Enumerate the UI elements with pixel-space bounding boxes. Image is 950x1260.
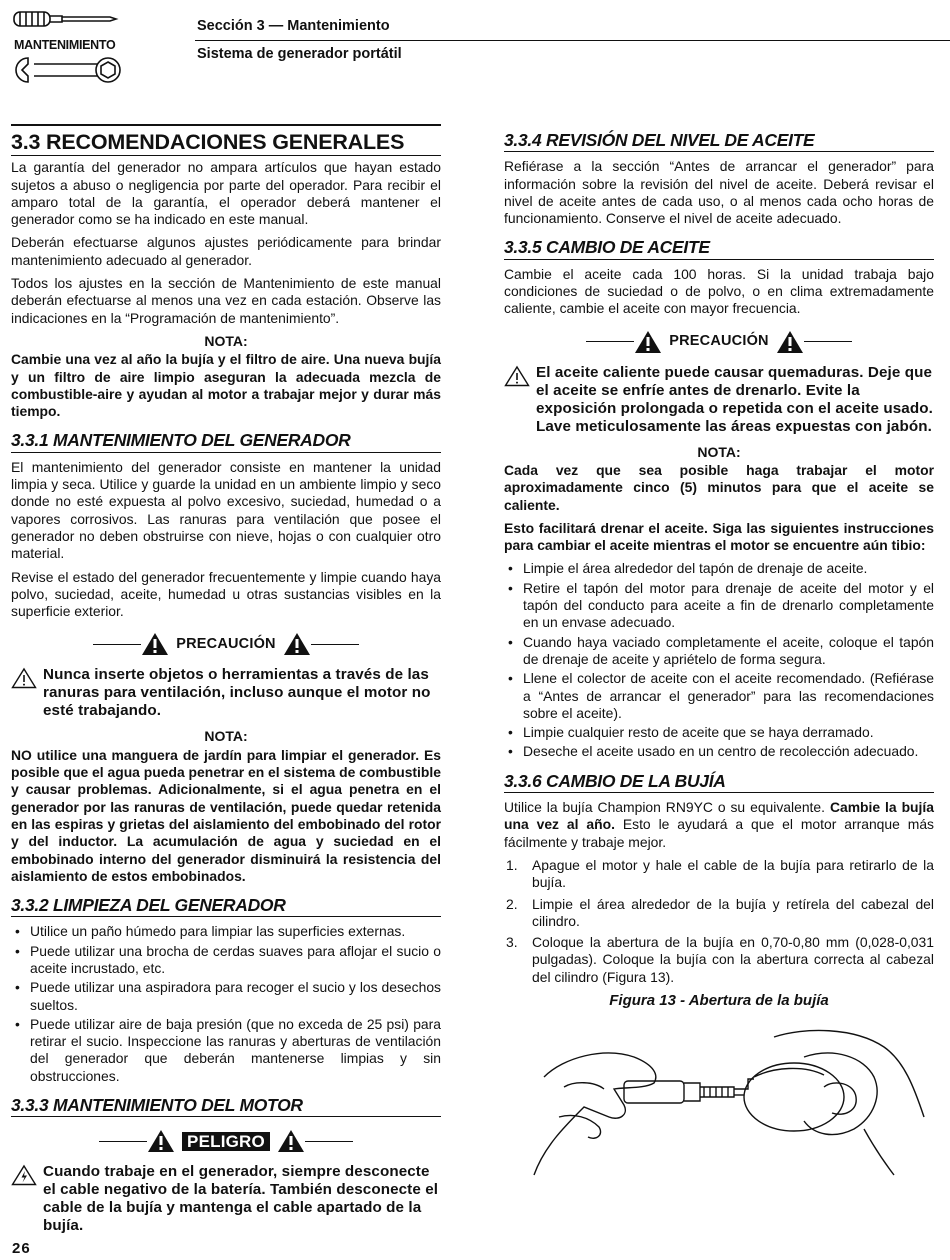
figure-caption: Figura 13 - Abertura de la bujía bbox=[609, 991, 829, 1009]
note-heading: NOTA: bbox=[204, 332, 248, 349]
warning-triangle-icon bbox=[277, 1129, 305, 1153]
paragraph: El mantenimiento del generador consiste en mantener la unidad limpia y seca. Utilice y guarde la unidad en un ambiente limpio y seco donde no esté expuesta al polvo excesivo, suciedad, humedad o a vapores corrosivos. Las ranuras para ventilación que posee el generador no deben obstruirse con nieve, hojas o con cualquier otro material. bbox=[11, 458, 441, 562]
heading-3-3-2: 3.3.2 LIMPIEZA DEL GENERADOR bbox=[11, 897, 441, 917]
warning-triangle-icon bbox=[147, 1129, 175, 1153]
list-item: 3. Coloque la abertura de la bujía en 0,70-0,80 mm (0,028-0,031 pulgadas). Coloque la bujía con la abertura correcta al cabezal del cilindro (Figura 13). bbox=[506, 934, 934, 985]
caution-text: El aceite caliente puede causar quemaduras. Deje que el aceite se enfríe antes de drenarlo. Evite la exposición prolongada o repetida con el aceite usado. Lave meticulosamente las áreas expuestas con jabón. bbox=[504, 364, 934, 436]
spark-plug-steps bbox=[504, 857, 934, 986]
section-subtitle: Sistema de generador portátil bbox=[197, 46, 402, 62]
header-label: MANTENIMIENTO bbox=[14, 38, 116, 52]
section-title: Sección 3 — Mantenimiento bbox=[197, 18, 390, 34]
caution-label: PRECAUCIÓN bbox=[669, 333, 769, 350]
list-item: • Retire el tapón del motor para drenaje de aceite del motor y el tapón del conducto para aceite a fin de drenarlo completamente en un envase adecuado. bbox=[504, 580, 934, 632]
header-divider bbox=[195, 40, 950, 41]
note-text: Esto facilitará drenar el aceite. Siga las siguientes instrucciones para cambiar el aceite mientras el motor se encuentre aún tibio: bbox=[504, 519, 934, 554]
paragraph: Refiérase a la sección “Antes de arrancar el generador” para información sobre la revisión del nivel de aceite. Deberá revisar el nivel de aceite antes de cada uso, o al menos cada ocho horas de funcionamiento. Conserve el nivel de aceite adecuado. bbox=[504, 158, 934, 227]
paragraph: Revise el estado del generador frecuentemente y limpie cuando haya polvo, suciedad, aceite, humedad u otras sustancias visibles en la superficie exterior. bbox=[11, 568, 441, 620]
paragraph: Todos los ajustes en la sección de Mantenimiento de este manual deberán efectuarse al menos una vez en cada estación. Observe las indicaciones en la “Programación de mantenimiento”. bbox=[11, 275, 441, 326]
note-heading: NOTA: bbox=[204, 728, 248, 745]
warning-triangle-icon bbox=[283, 632, 311, 656]
electric-hazard-icon bbox=[11, 1164, 37, 1186]
list-item: • Cuando haya vaciado completamente el aceite, coloque el tapón de drenaje de aceite y apriételo de forma segura. bbox=[504, 634, 934, 669]
caution-text: Nunca inserte objetos o herramientas a través de las ranuras para ventilación, incluso aunque el motor no esté trabajando. bbox=[11, 666, 441, 720]
caution-banner bbox=[504, 330, 934, 354]
warning-triangle-icon bbox=[141, 632, 169, 656]
heading-3-3-5: 3.3.5 CAMBIO DE ACEITE bbox=[504, 239, 934, 259]
note-text: Cambie una vez al año la bujía y el filtro de aire. Una nueva bujía y un filtro de aire limpio aseguran la adecuada mezcla de combustible-aire y ayudan al motor a trabajar mejor y durar más tiempo. bbox=[11, 351, 441, 420]
paragraph: Utilice la bujía Champion RN9YC o su equivalente. Cambie la bujía una vez al año. Esto le ayudará a que el motor arranque más fácilmente y trabaje mejor. bbox=[504, 799, 934, 850]
oil-change-list bbox=[504, 560, 934, 760]
danger-text: Cuando trabaje en el generador, siempre desconecte el cable negativo de la batería. También desconecte el cable de la bujía y mantenga el cable apartado de la bujía. bbox=[11, 1163, 441, 1235]
list-item: • Limpie cualquier resto de aceite que se haya derramado. bbox=[504, 724, 934, 741]
paragraph: Cambie el aceite cada 100 horas. Si la unidad trabaja bajo condiciones de suciedad o de polvo, o en clima extremadamente caliente, cambie el aceite con mayor frecuencia. bbox=[504, 265, 934, 317]
right-column bbox=[504, 124, 934, 1182]
caution-banner bbox=[11, 632, 441, 656]
danger-label: PELIGRO bbox=[182, 1132, 270, 1151]
list-item: • Limpie el área alrededor del tapón de drenaje de aceite. bbox=[504, 560, 934, 577]
note-text: NO utilice una manguera de jardín para limpiar el generador. Es posible que el agua pueda penetrar en el sistema de combustible y causar problemas. Adicionalmente, si el agua penetra en el generador por las ranuras de ventilación, puede quedar retenida en las espiras y grietas del aislamiento del embobinado del rotor y del inductor. La acumulación de agua y suciedad en el embobinado interno del generador disminuirá la resistencia del aislamiento de estos embobinados. bbox=[11, 746, 441, 884]
list-item: • Utilice un paño húmedo para limpiar las superficies externas. bbox=[11, 923, 441, 940]
heading-3-3: 3.3 RECOMENDACIONES GENERALES bbox=[11, 124, 441, 155]
heading-3-3-4: 3.3.4 REVISIÓN DEL NIVEL DE ACEITE bbox=[504, 132, 934, 152]
note-text: Cada vez que sea posible haga trabajar el motor aproximadamente cinco (5) minutos para que el aceite se caliente. bbox=[504, 461, 934, 513]
danger-banner bbox=[11, 1129, 441, 1153]
paragraph: Deberán efectuarse algunos ajustes periódicamente para brindar mantenimiento adecuado al generador. bbox=[11, 234, 441, 268]
caution-label: PRECAUCIÓN bbox=[176, 635, 276, 652]
warning-triangle-icon bbox=[776, 330, 804, 354]
list-item: 2. Limpie el área alrededor de la bujía y retírela del cabezal del cilindro. bbox=[506, 895, 934, 929]
cleaning-list bbox=[11, 923, 441, 1085]
list-item: • Puede utilizar aire de baja presión (que no exceda de 25 psi) para retirar el sucio. Inspeccione las ranuras y aberturas de ventilación del generador que deberán mantenerse limpias y sin obstrucciones. bbox=[11, 1016, 441, 1085]
spark-plug-gap-illustration bbox=[504, 1017, 934, 1177]
paragraph: La garantía del generador no ampara artículos que hayan estado sujetos a abuso o negligencia por parte del operador. Para recibir el amparo total de la garantía, el operador deberá mantener el generador como se ha indicado en este manual. bbox=[11, 159, 441, 228]
heading-3-3-6: 3.3.6 CAMBIO DE LA BUJÍA bbox=[504, 773, 934, 793]
heading-3-3-1: 3.3.1 MANTENIMIENTO DEL GENERADOR bbox=[11, 432, 441, 452]
list-item: • Puede utilizar una brocha de cerdas suaves para aflojar el sucio o aceite incrustado, etc. bbox=[11, 943, 441, 978]
heading-3-3-3: 3.3.3 MANTENIMIENTO DEL MOTOR bbox=[11, 1097, 441, 1117]
left-column bbox=[11, 124, 441, 1243]
warning-outline-icon bbox=[11, 667, 37, 689]
warning-outline-icon bbox=[504, 365, 530, 387]
list-item: 1. Apague el motor y hale el cable de la bujía para retirarlo de la bujía. bbox=[506, 856, 934, 891]
list-item: • Puede utilizar una aspiradora para recoger el sucio y los desechos sueltos. bbox=[11, 979, 441, 1014]
list-item: • Deseche el aceite usado en un centro de recolección adecuado. bbox=[504, 743, 934, 760]
page-number: 26 bbox=[12, 1240, 31, 1257]
note-heading: NOTA: bbox=[697, 443, 741, 460]
list-item: • Llene el colector de aceite con el aceite recomendado. (Refiérase a “Antes de arrancar el generador” para las recomendaciones sobre el aceite). bbox=[504, 670, 934, 722]
warning-triangle-icon bbox=[634, 330, 662, 354]
